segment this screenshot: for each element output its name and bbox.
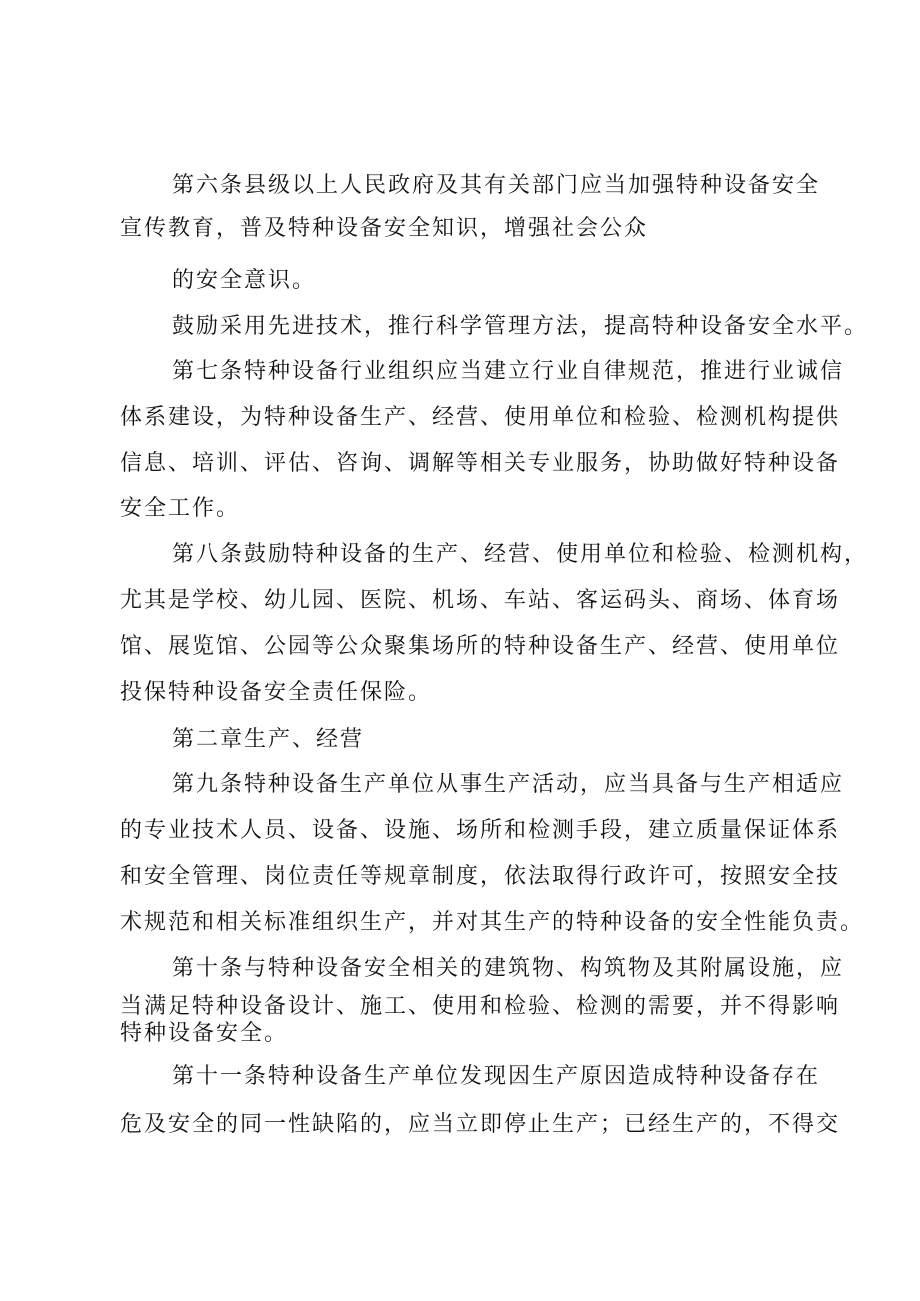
text-line: 宣传教育，普及特种设备安全知识，增强社会公众 — [120, 216, 649, 241]
text-line: 鼓励采用先进技术，推行科学管理方法，提高特种设备安全水平。 — [172, 314, 869, 339]
text-line: 第九条特种设备生产单位从事生产活动，应当具备与生产相适应 — [172, 772, 845, 797]
text-line: 和安全管理、岗位责任等规章制度，依法取得行政许可，按照安全技 — [120, 864, 841, 889]
text-line: 尤其是学校、幼儿园、医院、机场、车站、客运码头、商场、体育场 — [120, 588, 841, 613]
text-line: 投保特种设备安全责任保险。 — [120, 680, 433, 705]
text-line: 当满足特种设备设计、施工、使用和检验、检测的需要，并不得影响 — [120, 994, 841, 1019]
text-line: 第六条县级以上人民政府及其有关部门应当加强特种设备安全 — [172, 173, 821, 198]
text-line: 第八条鼓励特种设备的生产、经营、使用单位和检验、检测机构， — [172, 542, 869, 567]
chapter-heading: 第二章生产、经营 — [172, 727, 365, 752]
text-line: 安全工作。 — [120, 496, 241, 521]
text-line: 体系建设，为特种设备生产、经营、使用单位和检验、检测机构提供 — [120, 405, 841, 430]
text-line: 术规范和相关标准组织生产，并对其生产的特种设备的安全性能负责。 — [120, 910, 865, 935]
text-line: 的安全意识。 — [172, 268, 317, 293]
text-line: 危及安全的同一性缺陷的，应当立即停止生产；已经生产的，不得交 — [120, 1112, 841, 1137]
text-line: 馆、展览馆、公园等公众聚集场所的特种设备生产、经营、使用单位 — [120, 634, 841, 659]
text-line: 第十条与特种设备安全相关的建筑物、构筑物及其附属设施，应 — [172, 956, 845, 981]
text-line: 特种设备安全。 — [120, 1021, 289, 1046]
text-line: 第七条特种设备行业组织应当建立行业自律规范，推进行业诚信 — [172, 359, 845, 384]
text-line: 信息、培训、评估、咨询、调解等相关专业服务，协助做好特种设备 — [120, 451, 841, 476]
text-line: 第十一条特种设备生产单位发现因生产原因造成特种设备存在 — [172, 1064, 821, 1089]
text-line: 的专业技术人员、设备、设施、场所和检测手段，建立质量保证体系 — [120, 818, 841, 843]
